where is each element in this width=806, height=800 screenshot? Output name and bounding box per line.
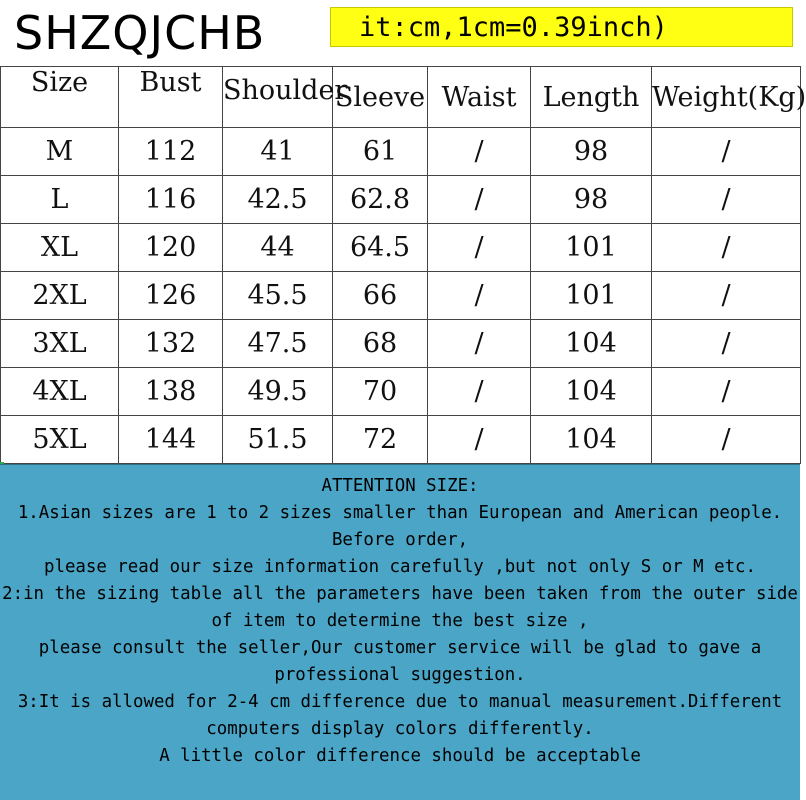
notice-line: please read our size information carefully ,but not only S or M etc. — [44, 557, 756, 577]
column-header-sleeve: Sleeve — [333, 67, 428, 128]
notice-line: 2:in the sizing table all the parameters have been taken from the outer side of item to determine the best size , — [2, 584, 798, 631]
table-cell: 101 — [531, 224, 652, 272]
table-cell: / — [652, 224, 801, 272]
table-cell: 45.5 — [223, 272, 333, 320]
table-cell: 98 — [531, 176, 652, 224]
table-cell: / — [652, 176, 801, 224]
column-header-weight: Weight(Kg) — [652, 67, 801, 128]
table-row — [1, 272, 801, 320]
table-cell: 42.5 — [223, 176, 333, 224]
table-cell: 144 — [119, 416, 223, 464]
table-cell: / — [428, 320, 531, 368]
table-cell: M — [1, 128, 119, 176]
column-header-length: Length — [531, 67, 652, 128]
table-row — [1, 176, 801, 224]
table-cell: 64.5 — [333, 224, 428, 272]
table-cell: 126 — [119, 272, 223, 320]
column-header-shoulder: Shoulder — [223, 67, 333, 128]
table-row — [1, 368, 801, 416]
table-cell: L — [1, 176, 119, 224]
table-cell: 66 — [333, 272, 428, 320]
brand-logo: SHZQJCHB — [0, 0, 362, 66]
table-cell: 2XL — [1, 272, 119, 320]
attention-notice — [0, 464, 800, 800]
notice-title: ATTENTION SIZE: — [321, 476, 479, 496]
notice-line: 3:It is allowed for 2-4 cm difference due to manual measurement.Different computers display colors differently. — [17, 692, 783, 739]
table-cell: 70 — [333, 368, 428, 416]
column-header-bust: Bust — [119, 67, 223, 128]
table-cell: / — [652, 368, 801, 416]
table-cell: 138 — [119, 368, 223, 416]
table-row — [1, 128, 801, 176]
table-cell: 101 — [531, 272, 652, 320]
table-cell: 68 — [333, 320, 428, 368]
size-table — [0, 66, 806, 464]
table-cell: 104 — [531, 320, 652, 368]
table-cell: 112 — [119, 128, 223, 176]
table-cell: / — [652, 272, 801, 320]
table-cell: / — [428, 368, 531, 416]
table-row — [1, 416, 801, 464]
table-cell: / — [428, 128, 531, 176]
table-cell: / — [428, 272, 531, 320]
table-cell: 132 — [119, 320, 223, 368]
table-cell: 44 — [223, 224, 333, 272]
table-cell: / — [652, 320, 801, 368]
table-cell: 4XL — [1, 368, 119, 416]
table-cell: 98 — [531, 128, 652, 176]
notice-line: please consult the seller,Our customer service will be glad to gave a professional suggestion. — [38, 638, 762, 685]
table-body — [1, 128, 801, 464]
column-header-size: Size — [1, 67, 119, 128]
table-cell: / — [428, 416, 531, 464]
notice-line: 1.Asian sizes are 1 to 2 sizes smaller than European and American people. Before order, — [17, 503, 783, 550]
notice-line: A little color difference should be acceptable — [159, 746, 641, 766]
table-cell: 116 — [119, 176, 223, 224]
table-cell: 3XL — [1, 320, 119, 368]
table-cell: 47.5 — [223, 320, 333, 368]
table-cell: / — [652, 416, 801, 464]
table-cell: / — [428, 224, 531, 272]
table-cell: 120 — [119, 224, 223, 272]
table-cell: 72 — [333, 416, 428, 464]
table-cell: 41 — [223, 128, 333, 176]
table-header-row — [1, 67, 801, 128]
table-cell: 5XL — [1, 416, 119, 464]
table-cell: 104 — [531, 368, 652, 416]
table-cell: XL — [1, 224, 119, 272]
table-cell: / — [652, 128, 801, 176]
table-row — [1, 320, 801, 368]
table-cell: 61 — [333, 128, 428, 176]
table-cell: 49.5 — [223, 368, 333, 416]
unit-conversion-banner: it:cm,1cm=0.39inch) — [330, 7, 793, 47]
table-row — [1, 224, 801, 272]
size-table-container — [0, 66, 806, 464]
table-cell: 62.8 — [333, 176, 428, 224]
column-header-waist: Waist — [428, 67, 531, 128]
table-cell: / — [428, 176, 531, 224]
table-cell: 104 — [531, 416, 652, 464]
table-cell: 51.5 — [223, 416, 333, 464]
